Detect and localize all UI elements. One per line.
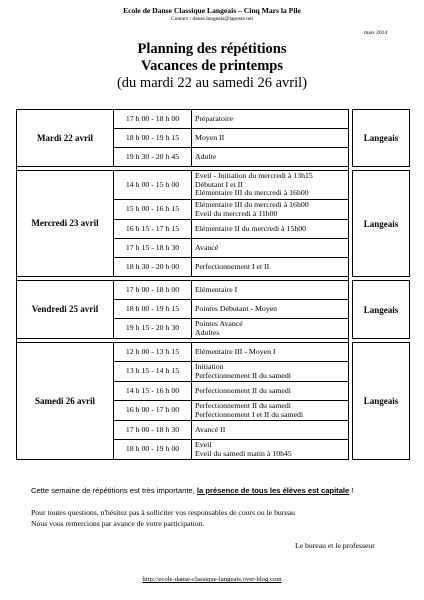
level-line: Elémentaire III du mercredi à 16h00: [195, 199, 309, 209]
level-line: Elémentaire III - Moyen I: [195, 346, 276, 356]
location-cell: Langeais: [352, 280, 410, 339]
school-name: Ecole de Danse Classique Langeais – Cinq Mars la Pile: [123, 6, 301, 15]
important-note-highlight: la présence de tous les élèves est capitale: [196, 486, 350, 495]
time-cell: 15 h 00 - 16 h 15: [114, 200, 192, 220]
time-cell: 17 h 00 - 18 h 00: [114, 110, 192, 129]
level-line: Avancé II: [195, 424, 226, 434]
time-cell: 19 h 15 - 20 h 30: [114, 319, 192, 339]
level-line: Perfectionnement I et II: [195, 261, 270, 271]
time-cell: 14 h 00 - 15 h 00: [114, 171, 192, 200]
location-cell: Langeais: [352, 109, 410, 167]
level-cell: [192, 148, 349, 167]
level-line: Pointes Débutant - Moyen: [195, 303, 278, 313]
schedule-row: [17, 343, 349, 362]
time-cell: 18 h 30 - 20 h 00: [114, 258, 192, 277]
level-cell: [192, 300, 349, 319]
time-cell: 19 h 30 - 20 h 45: [114, 148, 192, 167]
level-line: Eveil du samedi matin à 10h45: [195, 448, 292, 458]
time-cell: 17 h 00 - 18 h 30: [114, 421, 192, 440]
level-line: Perfectionnement II du samedi: [195, 385, 291, 395]
time-cell: 17 h 00 - 18 h 00: [114, 281, 192, 300]
level-cell: [192, 258, 349, 277]
day-cell: Samedi 26 avril: [17, 343, 114, 460]
time-cell: 14 h 15 - 16 h 00: [114, 382, 192, 401]
level-line: Eveil - Initiation du mercredi à 13h15: [195, 171, 313, 181]
level-line: Adultes: [195, 327, 220, 337]
time-cell: 12 h 00 - 13 h 15: [114, 343, 192, 362]
questions-note: Pour toutes questions, n'hésitez pas à solliciter vos responsables de cours ou le bureau: [31, 508, 295, 517]
rehearsal-schedule-table: [16, 109, 349, 460]
title-line-1: Planning des répétitions: [137, 41, 287, 57]
level-cell: [192, 171, 349, 200]
thanks-note: Nous vous remercions par avance de votre participation.: [31, 519, 205, 528]
level-cell: [192, 421, 349, 440]
level-line: Moyen II: [195, 132, 225, 142]
level-line: Adulte: [195, 151, 217, 161]
time-cell: 17 h 15 - 18 h 30: [114, 239, 192, 258]
day-cell: Mercredi 23 avril: [17, 171, 114, 277]
time-cell: 18 h 00 - 19 h 00: [114, 440, 192, 460]
level-line: Préparatoire: [195, 113, 234, 123]
level-line: Elémentaire II du mercredi à 15h00: [195, 223, 307, 233]
location-cell: Langeais: [352, 342, 410, 460]
level-cell: [192, 239, 349, 258]
schedule-row: [17, 110, 349, 129]
level-line: Eveil du mercredi à 11h00: [195, 208, 278, 218]
level-cell: [192, 440, 349, 460]
title-line-3: (du mardi 22 au samedi 26 avril): [116, 75, 308, 91]
schedule-row: [17, 281, 349, 300]
important-note-prefix: Cette semaine de répétitions est très importante,: [31, 486, 197, 495]
level-line: Avancé: [195, 242, 219, 252]
time-cell: 16 h 00 - 17 h 00: [114, 401, 192, 421]
time-cell: 18 h 00 - 19 h 15: [114, 300, 192, 319]
schedule-row: [17, 171, 349, 200]
level-line: Eveil: [195, 439, 212, 449]
time-cell: 18 h 00 - 19 h 15: [114, 129, 192, 148]
document-date: mars 2014: [364, 30, 388, 36]
time-cell: 13 h 15 - 14 h 15: [114, 362, 192, 382]
level-line: Perfectionnement I et II du samedi: [195, 409, 304, 419]
level-line: Perfectionnement II du samedi: [195, 370, 291, 380]
title-line-2: Vacances de printemps: [140, 58, 284, 74]
level-cell: [192, 110, 349, 129]
level-cell: [192, 220, 349, 239]
level-line: Elémentaire III du mercredi à 16h00: [195, 188, 309, 198]
level-cell: [192, 343, 349, 362]
level-cell: [192, 129, 349, 148]
level-cell: [192, 362, 349, 382]
important-note: [31, 486, 354, 495]
level-line: Débutant I et II: [195, 179, 243, 189]
blog-link[interactable]: http://ecole-danse-classique-langeais.over-blog.com: [142, 576, 282, 583]
day-cell: Vendredi 25 avril: [17, 281, 114, 339]
important-note-suffix: !: [349, 486, 354, 495]
level-line: Initiation: [195, 361, 224, 371]
level-cell: [192, 401, 349, 421]
contact-email: Contact : danse.langeais@laposte.net: [170, 16, 254, 22]
level-line: Elémentaire I: [195, 284, 238, 294]
day-cell: Mardi 22 avril: [17, 110, 114, 167]
level-cell: [192, 200, 349, 220]
level-line: Perfectionnement II du samedi: [195, 400, 291, 410]
time-cell: 16 h 15 - 17 h 15: [114, 220, 192, 239]
level-cell: [192, 319, 349, 339]
level-cell: [192, 281, 349, 300]
level-cell: [192, 382, 349, 401]
location-cell: Langeais: [352, 170, 410, 277]
signature: Le bureau et le professeur: [295, 541, 375, 550]
level-line: Pointes Avancé: [195, 318, 243, 328]
